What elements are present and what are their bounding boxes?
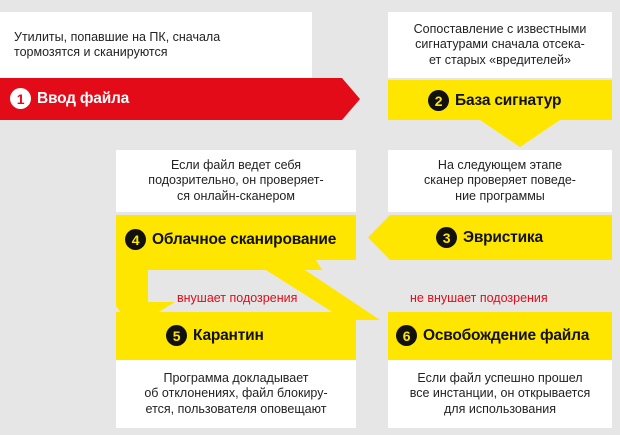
step-2-title: База сигнатур — [455, 91, 562, 109]
step-6-badge: 6 — [396, 325, 417, 346]
step-6-title: Освобождение файла — [423, 326, 590, 344]
step-6-label — [396, 325, 589, 346]
step-3-title: Эвристика — [463, 228, 543, 246]
step-4-badge: 4 — [125, 229, 146, 250]
step-4-title: Облачное сканирование — [152, 230, 337, 248]
step-2-badge: 2 — [428, 90, 449, 111]
step-1-title: Ввод файла — [37, 89, 130, 107]
cloud-description: Если файл ведет себя подозрительно, он проверяет- ся онлайн-сканером — [148, 158, 324, 203]
release-description: Если файл успешно прошел все инстанции, он открывается для использования — [409, 371, 591, 416]
condition-suspicious: внушает подозрения — [177, 291, 298, 305]
step-5-title: Карантин — [193, 326, 264, 344]
signatures-description: Сопоставление с известными сигнатурами сначала отсека- ет старых «вредителей» — [413, 22, 587, 67]
step-1-badge: 1 — [10, 88, 31, 109]
step-4-label — [125, 229, 336, 250]
step-2-label — [428, 90, 561, 111]
heuristics-description: На следующем этапе сканер проверяет поведе- ние программы — [424, 158, 576, 203]
condition-not-suspicious: не внушает подозрения — [410, 291, 548, 305]
step-3-label — [436, 227, 543, 248]
step-5-label — [166, 325, 264, 346]
step-5-badge: 5 — [166, 325, 187, 346]
step-3-badge: 3 — [436, 227, 457, 248]
input-description: Утилиты, попавшие на ПК, сначала тормозятся и сканируются — [14, 29, 221, 59]
step-1-label — [10, 88, 129, 109]
quarantine-description: Программа докладывает об отклонениях, файл блокиру- ется, пользователя оповещают — [144, 371, 328, 416]
